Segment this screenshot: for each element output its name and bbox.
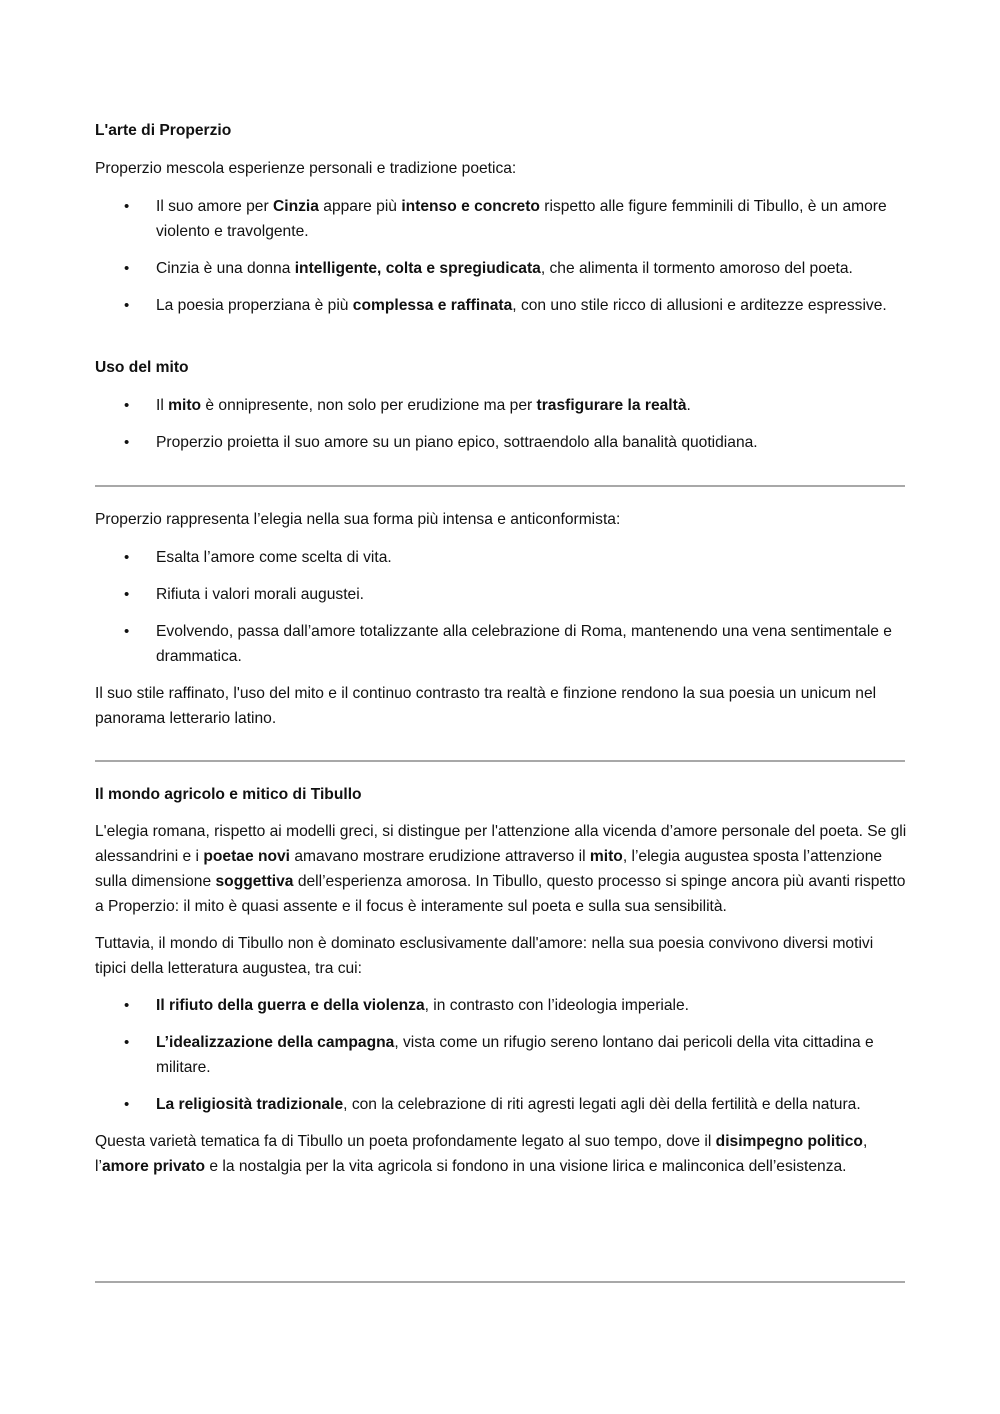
list-item xyxy=(95,293,907,318)
section-heading: Uso del mito xyxy=(95,359,189,376)
section-heading: L'arte di Properzio xyxy=(95,122,232,139)
text-run: , l’ xyxy=(95,1133,868,1175)
divider xyxy=(95,1281,905,1283)
list-item xyxy=(95,619,907,669)
text-run: Il xyxy=(156,397,169,414)
paragraph: Properzio rappresenta l’elegia nella sua forma più intensa e anticonformista: xyxy=(95,511,621,528)
text-run: Cinzia è una donna xyxy=(156,260,295,277)
text-run: , l’elegia augustea sposta l’attenzione sulla dimensione xyxy=(95,848,883,890)
section-arte-properzio xyxy=(95,118,907,330)
paragraph: Il suo stile raffinato, l'uso del mito e il continuo contrasto tra realtà e finzione rendono la sua poesia un unicum nel panorama letterario latino. xyxy=(95,685,877,727)
bullet-icon: • xyxy=(124,623,130,640)
text-run: , vista come un rifugio sereno lontano dai pericoli della vita cittadina e militare. xyxy=(156,1034,874,1076)
text-run: Evolvendo, passa dall’amore totalizzante alla celebrazione di Roma, mantenendo una vena sentimentale e drammatica. xyxy=(156,623,892,665)
bullet-icon: • xyxy=(124,549,130,566)
bold-run: mito xyxy=(589,848,623,865)
bold-run: amore privato xyxy=(101,1158,206,1175)
paragraph xyxy=(95,1129,907,1179)
bullet-icon: • xyxy=(124,997,130,1014)
text-run: e la nostalgia per la vita agricola si fondono in una visione lirica e malinconica dell’esistenza. xyxy=(205,1158,847,1175)
bold-run: complessa e raffinata xyxy=(352,297,513,314)
text-run: dell’esperienza amorosa. In Tibullo, questo processo si spinge ancora più avanti rispetto a Properzio: il mito è quasi assente e il focus è interamente sul poeta e sulla sua sensibilità. xyxy=(95,873,906,915)
text-run: , in contrasto con l’ideologia imperiale. xyxy=(424,997,690,1014)
bullet-icon: • xyxy=(124,1096,130,1113)
list-item xyxy=(95,194,907,244)
bold-run: soggettiva xyxy=(215,873,294,890)
text-run: , con la celebrazione di riti agresti legati agli dèi della fertilità e della natura. xyxy=(343,1096,861,1113)
paragraph xyxy=(95,819,907,919)
section-tibullo xyxy=(95,782,907,1179)
section-uso-del-mito xyxy=(95,355,907,467)
bold-run: poetae novi xyxy=(203,848,291,865)
bullet-icon: • xyxy=(124,397,130,414)
bullet-list xyxy=(95,194,907,318)
bullet-icon: • xyxy=(124,1034,130,1051)
list-item xyxy=(95,256,907,281)
bullet-icon: • xyxy=(124,198,130,215)
text-run: Questa varietà tematica fa di Tibullo un poeta profondamente legato al suo tempo, dove il xyxy=(95,1133,716,1150)
list-item xyxy=(95,545,907,570)
text-run: Esalta l’amore come scelta di vita. xyxy=(156,549,392,566)
bold-run: intenso e concreto xyxy=(401,198,540,215)
bold-run: La religiosità tradizionale xyxy=(156,1096,344,1113)
bullet-icon: • xyxy=(124,434,130,451)
bold-run: L’idealizzazione della campagna xyxy=(156,1034,395,1051)
text-run: , che alimenta il tormento amoroso del poeta. xyxy=(540,260,853,277)
text-run: L'elegia romana, rispetto ai modelli greci, si distingue per l'attenzione alla vicenda d’amore personale del poeta. Se gli alessandrini e i xyxy=(95,823,907,865)
text-run: , con uno stile ricco di allusioni e arditezze espressive. xyxy=(512,297,887,314)
bold-run: Cinzia xyxy=(273,198,319,215)
list-item xyxy=(95,1030,907,1080)
text-run: Rifiuta i valori morali augustei. xyxy=(156,586,365,603)
bold-run: Il rifiuto della guerra e della violenza xyxy=(156,997,425,1014)
bold-run: mito xyxy=(168,397,202,414)
list-item xyxy=(95,993,907,1018)
divider xyxy=(95,760,905,762)
section-conclusione-properzio xyxy=(95,507,907,731)
paragraph: Properzio mescola esperienze personali e tradizione poetica: xyxy=(95,160,517,177)
paragraph: Tuttavia, il mondo di Tibullo non è dominato esclusivamente dall'amore: nella sua poesia convivono diversi motivi tipici della letteratura augustea, tra cui: xyxy=(95,935,874,977)
text-run: . xyxy=(686,397,691,414)
bold-run: disimpegno politico xyxy=(715,1133,863,1150)
text-run: La poesia properziana è più xyxy=(156,297,353,314)
bullet-list xyxy=(95,993,907,1117)
bullet-icon: • xyxy=(124,297,130,314)
bullet-icon: • xyxy=(124,260,130,277)
divider xyxy=(95,485,905,487)
text-run: Il suo amore per xyxy=(156,198,274,215)
list-item xyxy=(95,1092,907,1117)
bold-run: intelligente, colta e spregiudicata xyxy=(294,260,541,277)
bullet-icon: • xyxy=(124,586,130,603)
text-run: amavano mostrare erudizione attraverso il xyxy=(290,848,590,865)
text-run: Properzio proietta il suo amore su un piano epico, sottraendolo alla banalità quotidiana. xyxy=(156,434,758,451)
list-item xyxy=(95,582,907,607)
bullet-list xyxy=(95,393,907,455)
text-run: è onnipresente, non solo per erudizione ma per xyxy=(201,397,537,414)
list-item xyxy=(95,430,907,455)
text-run: appare più xyxy=(318,198,402,215)
text-run: rispetto alle figure femminili di Tibullo, è un amore violento e travolgente. xyxy=(156,198,887,240)
bold-run: trasfigurare la realtà xyxy=(536,397,687,414)
bullet-list xyxy=(95,545,907,669)
list-item xyxy=(95,393,907,418)
section-heading: Il mondo agricolo e mitico di Tibullo xyxy=(95,786,362,803)
